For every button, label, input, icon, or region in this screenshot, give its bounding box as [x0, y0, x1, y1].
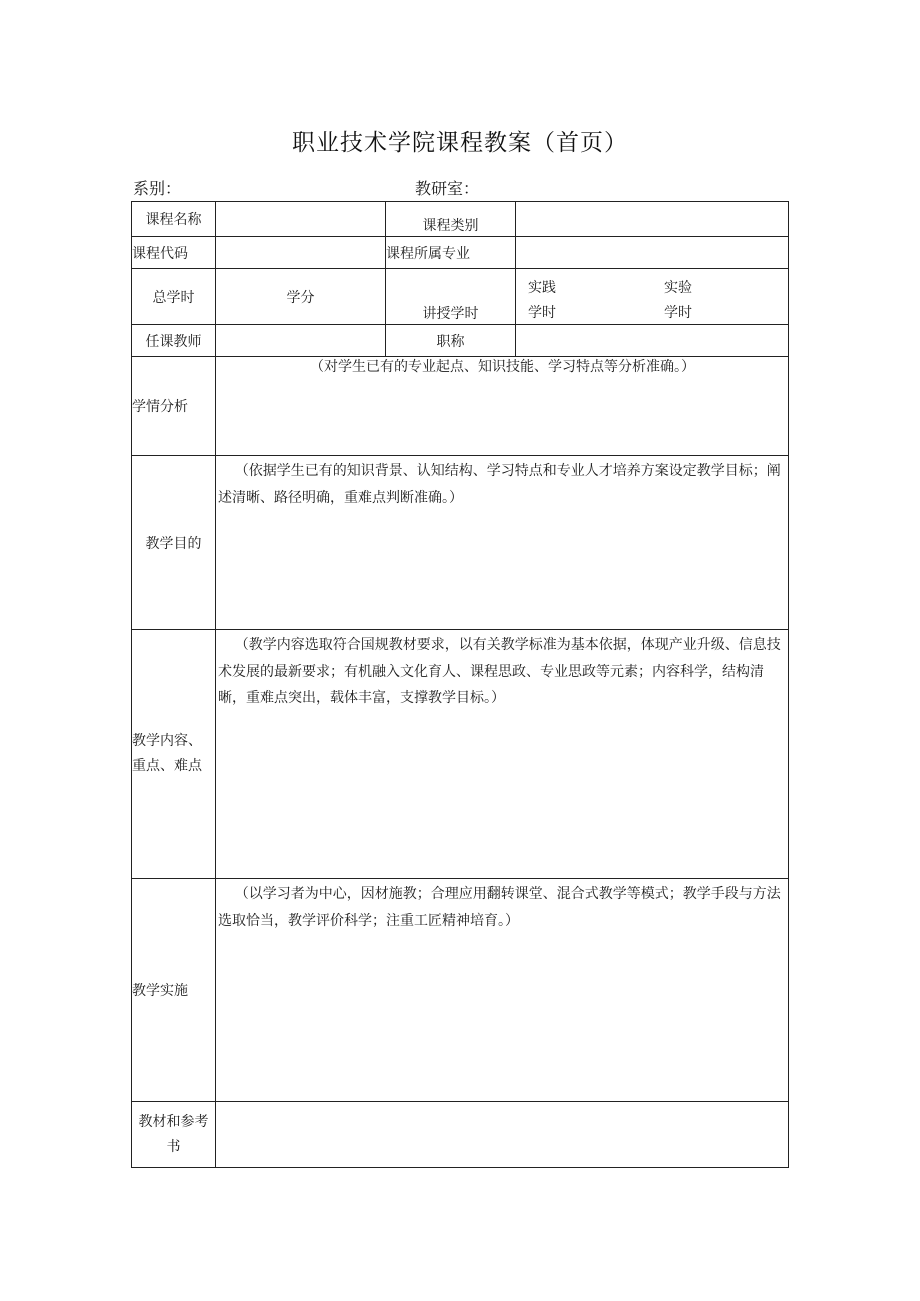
- experiment-label: 实验: [664, 280, 692, 296]
- content-label-line2: 重点、难点: [132, 758, 202, 774]
- department-label: 系别：: [133, 179, 182, 198]
- course-name-field[interactable]: [216, 202, 386, 237]
- course-type-field[interactable]: [516, 202, 789, 237]
- course-major-field[interactable]: [516, 237, 789, 269]
- experiment-hours-label: 学时: [664, 305, 692, 321]
- content-field[interactable]: （教学内容选取符合国规教材要求，以有关教学标准为基本依据，体现产业升级、信息技术发展的最新要求；有机融入文化育人、课程思政、专业思政等元素；内容科学，结构清晰，重难点突出，载体丰富，支撑教学目标。）: [216, 630, 789, 879]
- course-type-label: 课程类别: [386, 202, 516, 237]
- job-title-field[interactable]: [516, 325, 789, 357]
- course-major-label: 课程所属专业: [386, 237, 516, 269]
- implementation-field[interactable]: （以学习者为中心，因材施教；合理应用翻转课堂、混合式教学等模式；教学手段与方法选取恰当，教学评价科学；注重工匠精神培育。）: [216, 879, 789, 1102]
- lesson-plan-form: [131, 201, 789, 1168]
- total-hours-label: 总学时: [132, 269, 216, 325]
- content-label-line1: 教学内容、: [132, 733, 202, 749]
- credits-label: 学分: [216, 269, 386, 325]
- teaching-goal-field[interactable]: （依据学生已有的知识背景、认知结构、学习特点和专业人才培养方案设定教学目标；阐述清晰、路径明确，重难点判断准确。）: [216, 456, 789, 630]
- practice-experiment-cell: [516, 269, 789, 325]
- content-label: [132, 630, 216, 879]
- lecture-hours-label: 讲授学时: [386, 269, 516, 325]
- textbook-label-line2: 书: [166, 1138, 181, 1155]
- teacher-label: 任课教师: [132, 325, 216, 357]
- teaching-goal-label: 教学目的: [132, 456, 216, 630]
- job-title-label: 职称: [386, 325, 516, 357]
- student-analysis-label: 学情分析: [132, 357, 216, 456]
- page-title: 职业技术学院课程教案（首页）: [292, 130, 628, 156]
- course-code-label: 课程代码: [132, 237, 216, 269]
- textbook-field[interactable]: [216, 1102, 789, 1168]
- practice-label: 实践: [528, 280, 556, 296]
- textbook-label: [132, 1102, 216, 1168]
- course-code-field[interactable]: [216, 237, 386, 269]
- student-analysis-field[interactable]: （对学生已有的专业起点、知识技能、学习特点等分析准确。）: [216, 357, 789, 456]
- teacher-field[interactable]: [216, 325, 386, 357]
- implementation-label: 教学实施: [132, 879, 216, 1102]
- teaching-office-label: 教研室：: [415, 179, 480, 198]
- practice-hours-label: 学时: [528, 305, 556, 321]
- course-name-label: 课程名称: [132, 202, 216, 237]
- textbook-label-line1: 教材和参考: [138, 1113, 209, 1130]
